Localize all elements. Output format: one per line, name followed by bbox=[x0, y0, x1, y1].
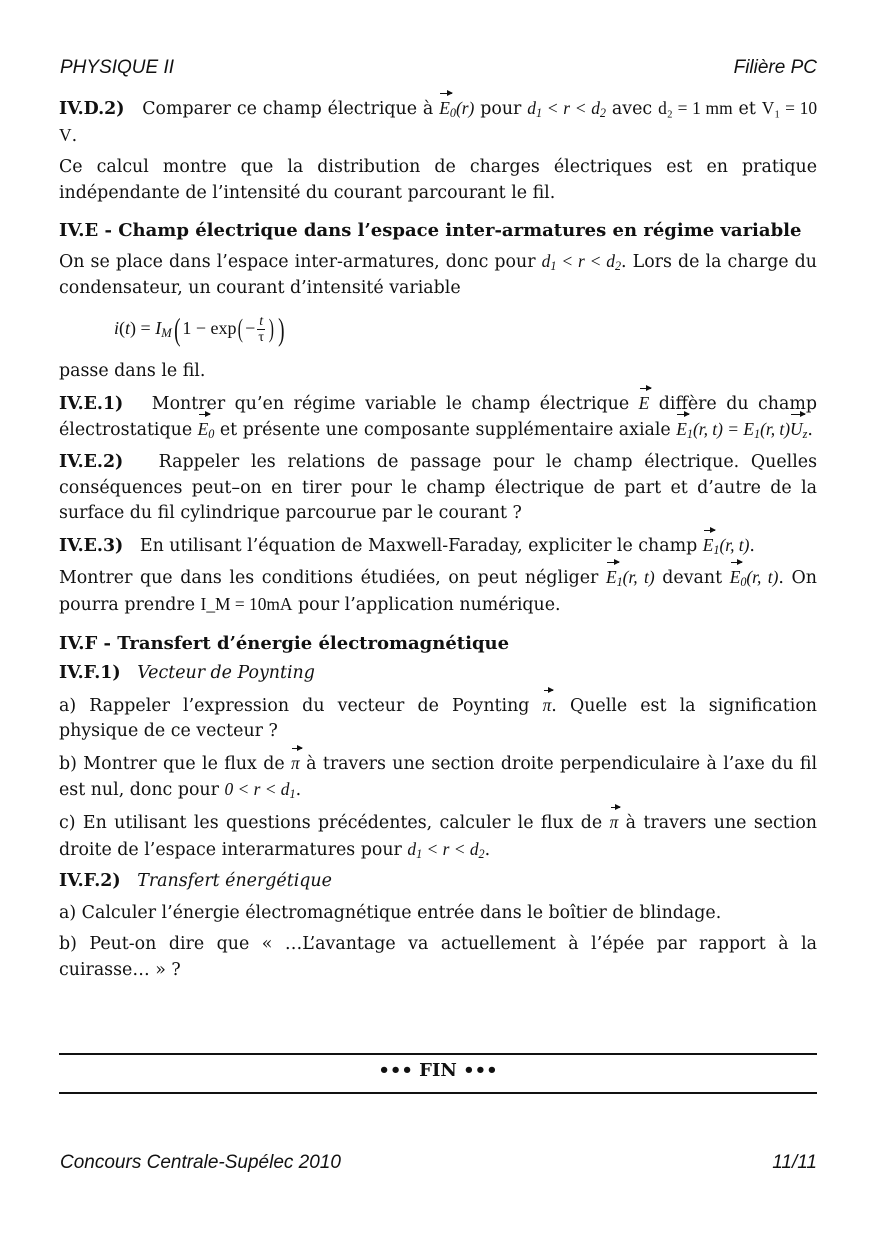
v1-value: V₁ = 10 V bbox=[59, 98, 818, 145]
item-c: c) En utilisant les questions précédentes, calculer le flux de π à travers une section droite de l’espace interarmatures pour $d_1 < r < d_2$. bbox=[59, 812, 817, 861]
subsection-label: Transfert énergétique bbox=[137, 871, 332, 892]
range-d1-d2: $d_1 < r < d_2$ bbox=[527, 98, 606, 121]
d2-value: d₂ = 1 mm bbox=[658, 98, 733, 118]
item-b: b) Peut-on dire que « …L’avantage va actuellement à l’épée par rapport à la cuirasse… » ? bbox=[59, 934, 817, 981]
question-IVF2 bbox=[59, 869, 817, 895]
item-a: a) Rappeler l’expression du vecteur de Poynting π. Quelle est la signification physique de ce vecteur ? bbox=[59, 694, 818, 742]
paragraph: Ce calcul montre que la distribution de charges électriques est en pratique indépendante de l’intensité du courant parcourant le fil. bbox=[59, 157, 817, 203]
paragraph: passe dans le fil. bbox=[59, 361, 206, 382]
footer-contest: Concours Centrale-Supélec 2010 bbox=[60, 1152, 341, 1173]
end-marker: ••• FIN ••• bbox=[378, 1060, 498, 1081]
header-track: Filière PC bbox=[733, 57, 817, 78]
question-IVF1 bbox=[59, 661, 817, 687]
question-id: IV.E.1) bbox=[59, 393, 124, 414]
divider-top bbox=[59, 1053, 817, 1055]
field-E0: $E_0(r)$ bbox=[439, 98, 475, 121]
question-IVD2: IV.D.2) Comparer ce champ électrique à $E_0(r)$ pour $d_1 < r < d_2$ avec d₂ = 1 mm et V₁ = 10 V. bbox=[59, 98, 818, 146]
header-subject: PHYSIQUE II bbox=[60, 57, 175, 78]
page-content bbox=[59, 96, 817, 990]
item-b: b) Montrer que le flux de π à travers une section droite perpendiculaire à l’axe du fil est nul, donc pour $0 < r < d_1$. bbox=[59, 752, 818, 802]
question-id: IV.E.2) bbox=[59, 451, 124, 472]
question-id: IV.E.3) bbox=[59, 535, 124, 556]
divider-bottom bbox=[59, 1092, 817, 1094]
paragraph: On se place dans l’espace inter-armatures, donc pour $d_1 < r < d_2$. Lors de la charge du condensateur, un courant d’intensité variable bbox=[59, 250, 817, 298]
question-id: IV.D.2) bbox=[59, 99, 125, 119]
current-equation: i ( t ) = $I_M$ ( 1 − exp ( − $\frac{t}{\tau}$ ) ) bbox=[114, 311, 285, 348]
question-IVE2: IV.E.2) Rappeler les relations de passage pour le champ électrique. Quelles conséquences peut–on en tirer pour le champ électrique de part et d’autre de la surface du fil cylindrique parcourue par le courant ? bbox=[59, 451, 817, 524]
question-IVE3: IV.E.3) En utilisant l’équation de Maxwell-Faraday, expliciter le champ $E_1(r$, t). bbox=[59, 534, 755, 557]
section-title-IVE: IV.E - Champ électrique dans l’espace inter-armatures en régime variable bbox=[59, 220, 802, 242]
paragraph: Montrer que dans les conditions étudiées, on peut négliger $E_1(r$, t) devant $E_0(r$, t). On pourra prendre I_M = 10mA pour l’application numérique. bbox=[59, 567, 817, 615]
item-a: a) Calculer l’énergie électromagnétique entrée dans le boîtier de blindage. bbox=[59, 902, 722, 923]
im-value: I_M = 10mA bbox=[200, 593, 293, 614]
question-IVE1: IV.E.1) Montrer qu’en régime variable le champ électrique E diffère du champ électrostatique $E_0$ et présente une composante supplémentaire axiale $E_1(r$, $t) = E_1(r$, $t)U_z$. bbox=[59, 392, 817, 442]
question-id: IV.F.2) bbox=[59, 871, 121, 892]
question-id: IV.F.1) bbox=[59, 663, 121, 684]
footer-page-number: 11/11 bbox=[772, 1152, 817, 1173]
section-title-IVF: IV.F - Transfert d’énergie électromagnétique bbox=[59, 632, 510, 654]
subsection-label: Vecteur de Poynting bbox=[137, 663, 315, 684]
